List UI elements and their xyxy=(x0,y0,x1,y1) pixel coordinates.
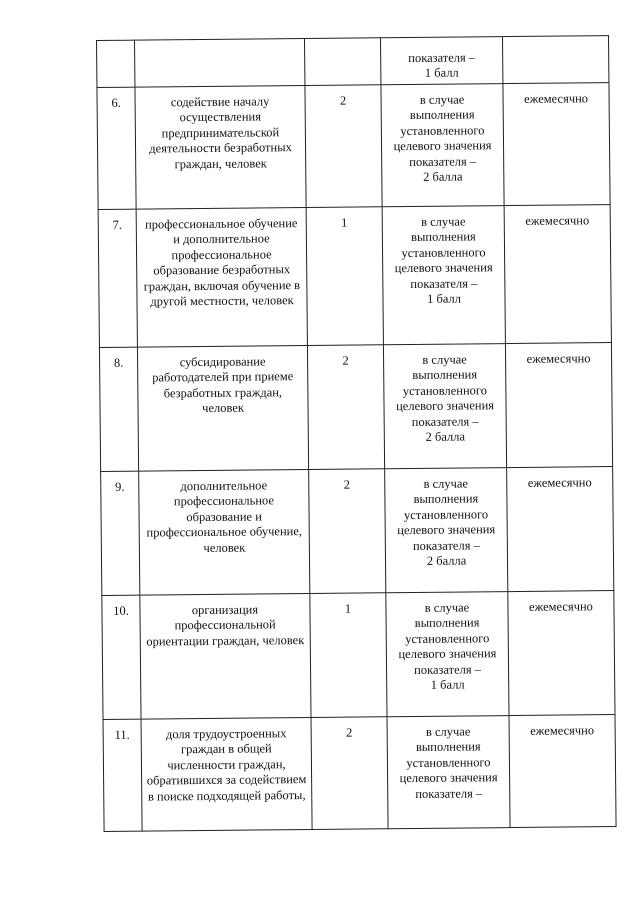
cell-condition: в случае выполнения установленного целевого значения показателя – 2 балла xyxy=(381,84,504,207)
cell-period: ежемесячно xyxy=(503,83,610,206)
cell-number: 11. xyxy=(103,719,142,831)
cell-number: 8. xyxy=(99,347,138,471)
cell-period: ежемесячно xyxy=(504,205,611,344)
cell-indicator-name: профессиональное обучение и дополнительное профессиональное образование безработных граждан, включая обучение в другой местности, человек xyxy=(136,207,307,347)
indicators-table xyxy=(96,35,617,832)
table-row xyxy=(103,715,616,832)
cell-condition: в случае выполнения установленного целевого значения показателя – 2 балла xyxy=(385,468,508,593)
cell-points: 2 xyxy=(307,345,384,470)
table-row xyxy=(97,83,610,210)
cell-points: 2 xyxy=(309,469,386,594)
table-row xyxy=(102,591,615,720)
cell-condition: в случае выполнения установленного целевого значения показателя – 1 балл xyxy=(382,206,505,345)
cell-period: ежемесячно xyxy=(508,591,615,716)
cell-number: 7. xyxy=(98,209,137,347)
cell-name-empty xyxy=(135,38,305,87)
cell-indicator-name: организация профессиональной ориентации граждан, человек xyxy=(140,593,311,719)
cell-points: 2 xyxy=(305,85,382,208)
cell-condition: в случае выполнения установленного целевого значения показателя – 2 балла xyxy=(383,344,506,469)
cell-indicator-name: содействие началу осуществления предпринимательской деятельности безработных граждан, человек xyxy=(135,85,306,209)
cell-indicator-name: субсидирование работодателей при приеме безработных граждан, человек xyxy=(137,345,308,471)
cell-num-empty xyxy=(97,40,135,87)
cell-period: ежемесячно xyxy=(507,467,614,592)
cell-points: 1 xyxy=(310,593,387,718)
cell-indicator-name: дополнительное профессиональное образование и профессиональное обучение, человек xyxy=(139,469,310,595)
cell-number: 9. xyxy=(101,471,140,595)
cell-number: 6. xyxy=(97,87,136,209)
cell-period: ежемесячно xyxy=(509,715,616,828)
cell-points-empty xyxy=(304,38,380,86)
cell-points: 1 xyxy=(306,207,383,346)
cell-number: 10. xyxy=(102,595,141,719)
cell-points: 2 xyxy=(311,717,388,830)
cell-indicator-name: доля трудоустроенных граждан в общей численности граждан, обратившихся за содействием в поиске подходящей работы, xyxy=(141,717,312,831)
cell-condition: показателя – 1 балл xyxy=(380,37,502,85)
table-row xyxy=(98,205,611,348)
table-row xyxy=(101,467,614,596)
table-row-continuation xyxy=(97,36,609,88)
table-row xyxy=(99,343,612,472)
cell-period: ежемесячно xyxy=(505,343,612,468)
cell-condition: в случае выполнения установленного целевого значения показателя – xyxy=(387,716,510,829)
cell-condition: в случае выполнения установленного целевого значения показателя – 1 балл xyxy=(386,592,509,717)
cell-period-empty xyxy=(502,36,608,84)
